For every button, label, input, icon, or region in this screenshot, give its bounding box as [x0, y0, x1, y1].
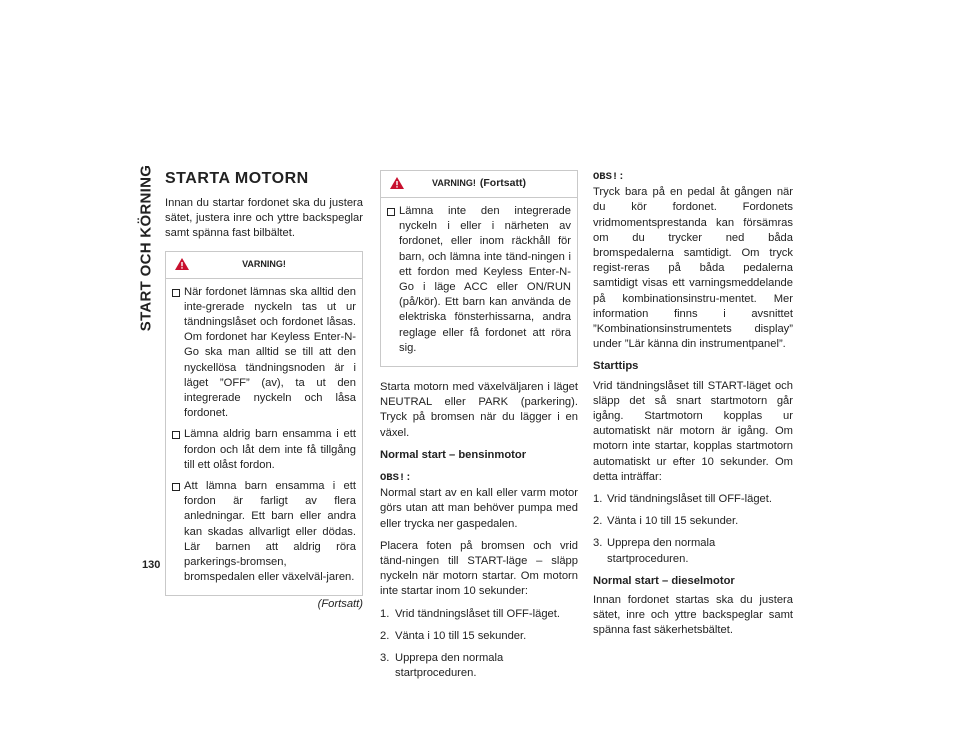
paragraph: Innan fordonet startas ska du justera sätet, inre och yttre backspeglar samt spänna fast säkerhetsbältet.: [593, 594, 793, 637]
column-1: [165, 170, 363, 613]
square-bullet-icon: [387, 208, 395, 216]
warning-continued-suffix: (Fortsatt): [479, 177, 526, 190]
section-heading: Normal start – dieselmotor: [593, 574, 735, 587]
warning-title: VARNING!: [432, 178, 476, 189]
warning-header: [166, 252, 362, 279]
note-text: Normal start av en kall eller varm motor görs utan att man behöver pumpa med eller trycka ner gaspedalen.: [380, 487, 578, 530]
warning-triangle-icon: [174, 257, 190, 276]
list-item: 1. Vrid tändningslåset till OFF-läget.: [593, 493, 772, 506]
page-number: 130: [142, 559, 161, 571]
warning-box: [165, 251, 363, 597]
chapter-side-tab: [131, 164, 161, 332]
steps-list: [593, 492, 793, 567]
section-heading: Starttips: [593, 360, 639, 373]
warning-item: Att lämna barn ensamma i ett fordon är farligt av flera anledningar. Ett barn eller andra kan skadas allvarligt eller dödas. Lär barnen att aldrig röra parkerings-bromsen, bromspedalen eller växelväl-jaren.: [172, 479, 356, 585]
warning-body: [381, 198, 577, 366]
warning-item: Lämna inte den integrerade nyckeln i eller i närheten av fordonet, eller inom räckhåll för barn, och lämna inte tänd-ningen i ett fordon med Keyless Enter-N-Go i läge ACC eller ON/RUN (på/kör). Ett barn kan använda de elektriska fönsterhissarna, andra reglage eller få fordonet att röra sig.: [387, 204, 571, 356]
warning-item: När fordonet lämnas ska alltid den inte-grerade nyckeln tas ut ur tändningslåset och fordonet låsas. Om fordonet har Keyless Enter-N-Go ska man alltid se till att den nyckellösa tändningsnoden är i läget ”OFF” (av), ta ut den integrerade nyckeln och låsa fordonet.: [172, 285, 356, 422]
section-heading: Normal start – bensinmotor: [380, 448, 527, 461]
list-item: 1. Vrid tändningslåset till OFF-läget.: [380, 607, 560, 620]
list-item: 3. Upprepa den normala startproceduren.: [380, 652, 504, 680]
square-bullet-icon: [172, 289, 180, 297]
intro-paragraph: Innan du startar fordonet ska du justera sätet, justera inre och yttre backspeglar samt spänna fast bilbältet.: [165, 197, 363, 240]
warning-box-continued: [380, 170, 578, 367]
list-item: 2. Vänta i 10 till 15 sekunder.: [593, 515, 739, 528]
paragraph: Placera foten på bromsen och vrid tänd-ningen till START-läge – släpp nyckeln när motorn startar. Om motorn inte startar inom 10 sekunder:: [380, 539, 578, 598]
note-text: Tryck bara på en pedal åt gången när du kör fordonet. Fordonets vridmomentsprestanda kan försämras om du trycker ned båda bromspedalerna samtidigt. Om tryck regist-reras på båda pedalerna samtidigt visas ett varningsmeddelande på kombinationsinstru-mentet. Mer information finns i avsnittet ”Kombinationsinstrumentets display” under ”Lär känna din instrumentpanel”.: [593, 186, 793, 351]
warning-item: Lämna aldrig barn ensamma i ett fordon och låt dem inte få tillgång till ett olåst fordon.: [172, 427, 356, 473]
warning-triangle-icon: [389, 176, 405, 195]
list-item: 2. Vänta i 10 till 15 sekunder.: [380, 629, 527, 642]
warning-header: [381, 171, 577, 198]
page-title: STARTA MOTORN: [165, 170, 309, 187]
note-label: OBS!:: [380, 472, 412, 485]
steps-list: [380, 607, 578, 682]
square-bullet-icon: [172, 483, 180, 491]
note-label: OBS!:: [593, 171, 625, 183]
chapter-title: START OCH KÖRNING: [137, 164, 155, 332]
paragraph: Starta motorn med växelväljaren i läget NEUTRAL eller PARK (parkering). Tryck på bromsen när du lägger i en växel.: [380, 381, 578, 439]
warning-title: VARNING!: [242, 259, 286, 269]
column-3: [593, 170, 793, 646]
list-item: 3. Upprepa den normala startproceduren.: [593, 537, 716, 565]
paragraph: Vrid tändningslåset till START-läget och släpp det så snart startmotorn går igång. Startmotorn kopplas ur automatiskt när motorn är igång. Om motorn inte startar, kopplas startmotorn automatiskt ur efter 10 sekunder. Om detta inträffar:: [593, 379, 793, 483]
warning-body: [166, 279, 362, 596]
continued-label: (Fortsatt): [317, 598, 363, 611]
column-2: [380, 170, 578, 688]
square-bullet-icon: [172, 431, 180, 439]
